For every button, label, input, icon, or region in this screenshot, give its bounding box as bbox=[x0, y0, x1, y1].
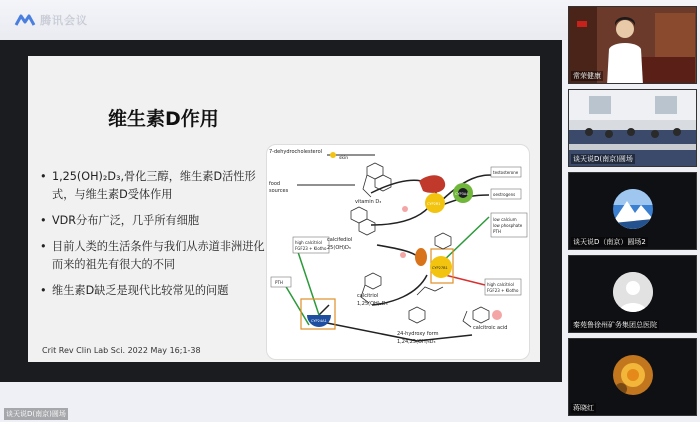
label-high-calcitriol-right: high calcitriol bbox=[487, 282, 514, 287]
participant-name: 谈天说D（南京）圆场2 bbox=[573, 238, 646, 246]
label-calcitriol-formula: 1,25(OH)₂D₃ bbox=[357, 301, 388, 307]
label-sources: sources bbox=[269, 188, 289, 194]
tencent-meeting-logo-icon bbox=[14, 13, 36, 27]
label-calcitriol: calcitriol bbox=[357, 293, 379, 299]
shared-screen-owner-label: 谈天说D(南京)圆场 bbox=[6, 410, 66, 418]
label-fgf23-right: FGF23 + Klotho bbox=[487, 288, 519, 293]
label-fgf23-left: FGF23 + Klotho bbox=[295, 246, 327, 251]
label-calcifediol-formula: 25(OH)D₃ bbox=[327, 245, 351, 251]
liver-icon bbox=[419, 175, 445, 193]
label-calcifediol: calcifediol bbox=[327, 237, 353, 243]
label-testosterone: testosterone bbox=[493, 170, 519, 175]
slide-title: 维生素D作用 bbox=[108, 108, 219, 130]
label-low-calcium: low calcium bbox=[493, 217, 517, 222]
participant-name: 秦苑鲁徐州矿务集团总医院 bbox=[573, 321, 657, 329]
label-oestrogens: oestrogens bbox=[493, 192, 516, 197]
shared-screen[interactable] bbox=[0, 40, 562, 418]
list-item: • VDR分布广泛，几乎所有细胞 bbox=[40, 212, 270, 230]
pathway-svg bbox=[267, 145, 531, 361]
citation: Crit Rev Clin Lab Sci. 2022 May 16;1-38 bbox=[42, 346, 201, 355]
app-name: 腾讯会议 bbox=[40, 14, 88, 27]
bullet-text: 目前人类的生活条件与我们从赤道非洲进化而来的祖先有很大的不同 bbox=[52, 240, 265, 271]
label-cyp3a4: CYP3A4 bbox=[455, 192, 469, 196]
participant-tile-flower[interactable] bbox=[568, 338, 697, 416]
label-vitamin-d: vitamin D₃ bbox=[355, 199, 382, 205]
participant-tile-room[interactable] bbox=[568, 89, 697, 167]
bullet-text: 1,25(OH)₂D₃,骨化三醇，维生素D活性形式，与维生素D受体作用 bbox=[52, 170, 256, 201]
label-dhc: 7-dehydrocholesterol bbox=[269, 149, 323, 155]
bullet-text: 维生素D缺乏是现代比较常见的问题 bbox=[52, 284, 229, 297]
label-calcitroic-acid: calcitroic acid bbox=[473, 325, 508, 331]
avatar bbox=[613, 189, 653, 229]
label-cyp27b1: CYP27B1 bbox=[432, 266, 448, 270]
list-item: • 1,25(OH)₂D₃,骨化三醇，维生素D活性形式，与维生素D受体作用 bbox=[40, 168, 270, 204]
participant-name: 谈天说D(南京)圆场 bbox=[573, 155, 633, 163]
app-logo bbox=[14, 12, 88, 28]
label-low-phosphate: low phosphate bbox=[493, 223, 523, 228]
label-cyp24a1: CYP24A1 bbox=[311, 319, 327, 323]
bullet-text: VDR分布广泛，几乎所有细胞 bbox=[52, 214, 200, 227]
participant-tile-mountain[interactable] bbox=[568, 172, 697, 250]
kidney-icon bbox=[415, 248, 427, 266]
mountain-avatar-icon bbox=[613, 189, 653, 229]
label-24-hydroxy-formula: 1,24,25(OH)₃D₃ bbox=[397, 339, 436, 345]
label-cyp2r1: CYP2R1 bbox=[427, 202, 441, 206]
label-high-calcitriol-left: high calcitriol bbox=[295, 240, 322, 245]
skin-marker bbox=[330, 152, 336, 158]
avatar bbox=[613, 355, 653, 395]
default-user-icon bbox=[613, 272, 653, 312]
label-pth-small: PTH bbox=[275, 280, 283, 285]
label-skin: skin bbox=[339, 156, 349, 161]
participant-name: 蒋晓红 bbox=[573, 404, 594, 412]
participant-name: 常荣健康 bbox=[573, 72, 601, 80]
list-item: • 目前人类的生活条件与我们从赤道非洲进化而来的祖先有很大的不同 bbox=[40, 238, 270, 274]
label-food: food bbox=[269, 181, 281, 187]
flower-avatar-icon bbox=[613, 355, 653, 395]
vitamin-d-pathway-diagram bbox=[266, 144, 530, 360]
participant-tile-default[interactable] bbox=[568, 255, 697, 333]
presentation-slide bbox=[28, 56, 540, 362]
label-24-hydroxy: 24-hydroxy form bbox=[397, 331, 439, 337]
list-item: • 维生素D缺乏是现代比较常见的问题 bbox=[40, 282, 270, 300]
bullet-list bbox=[40, 168, 270, 308]
label-pth: PTH bbox=[493, 229, 501, 234]
participant-tile-speaker[interactable] bbox=[568, 6, 697, 84]
avatar bbox=[613, 272, 653, 312]
